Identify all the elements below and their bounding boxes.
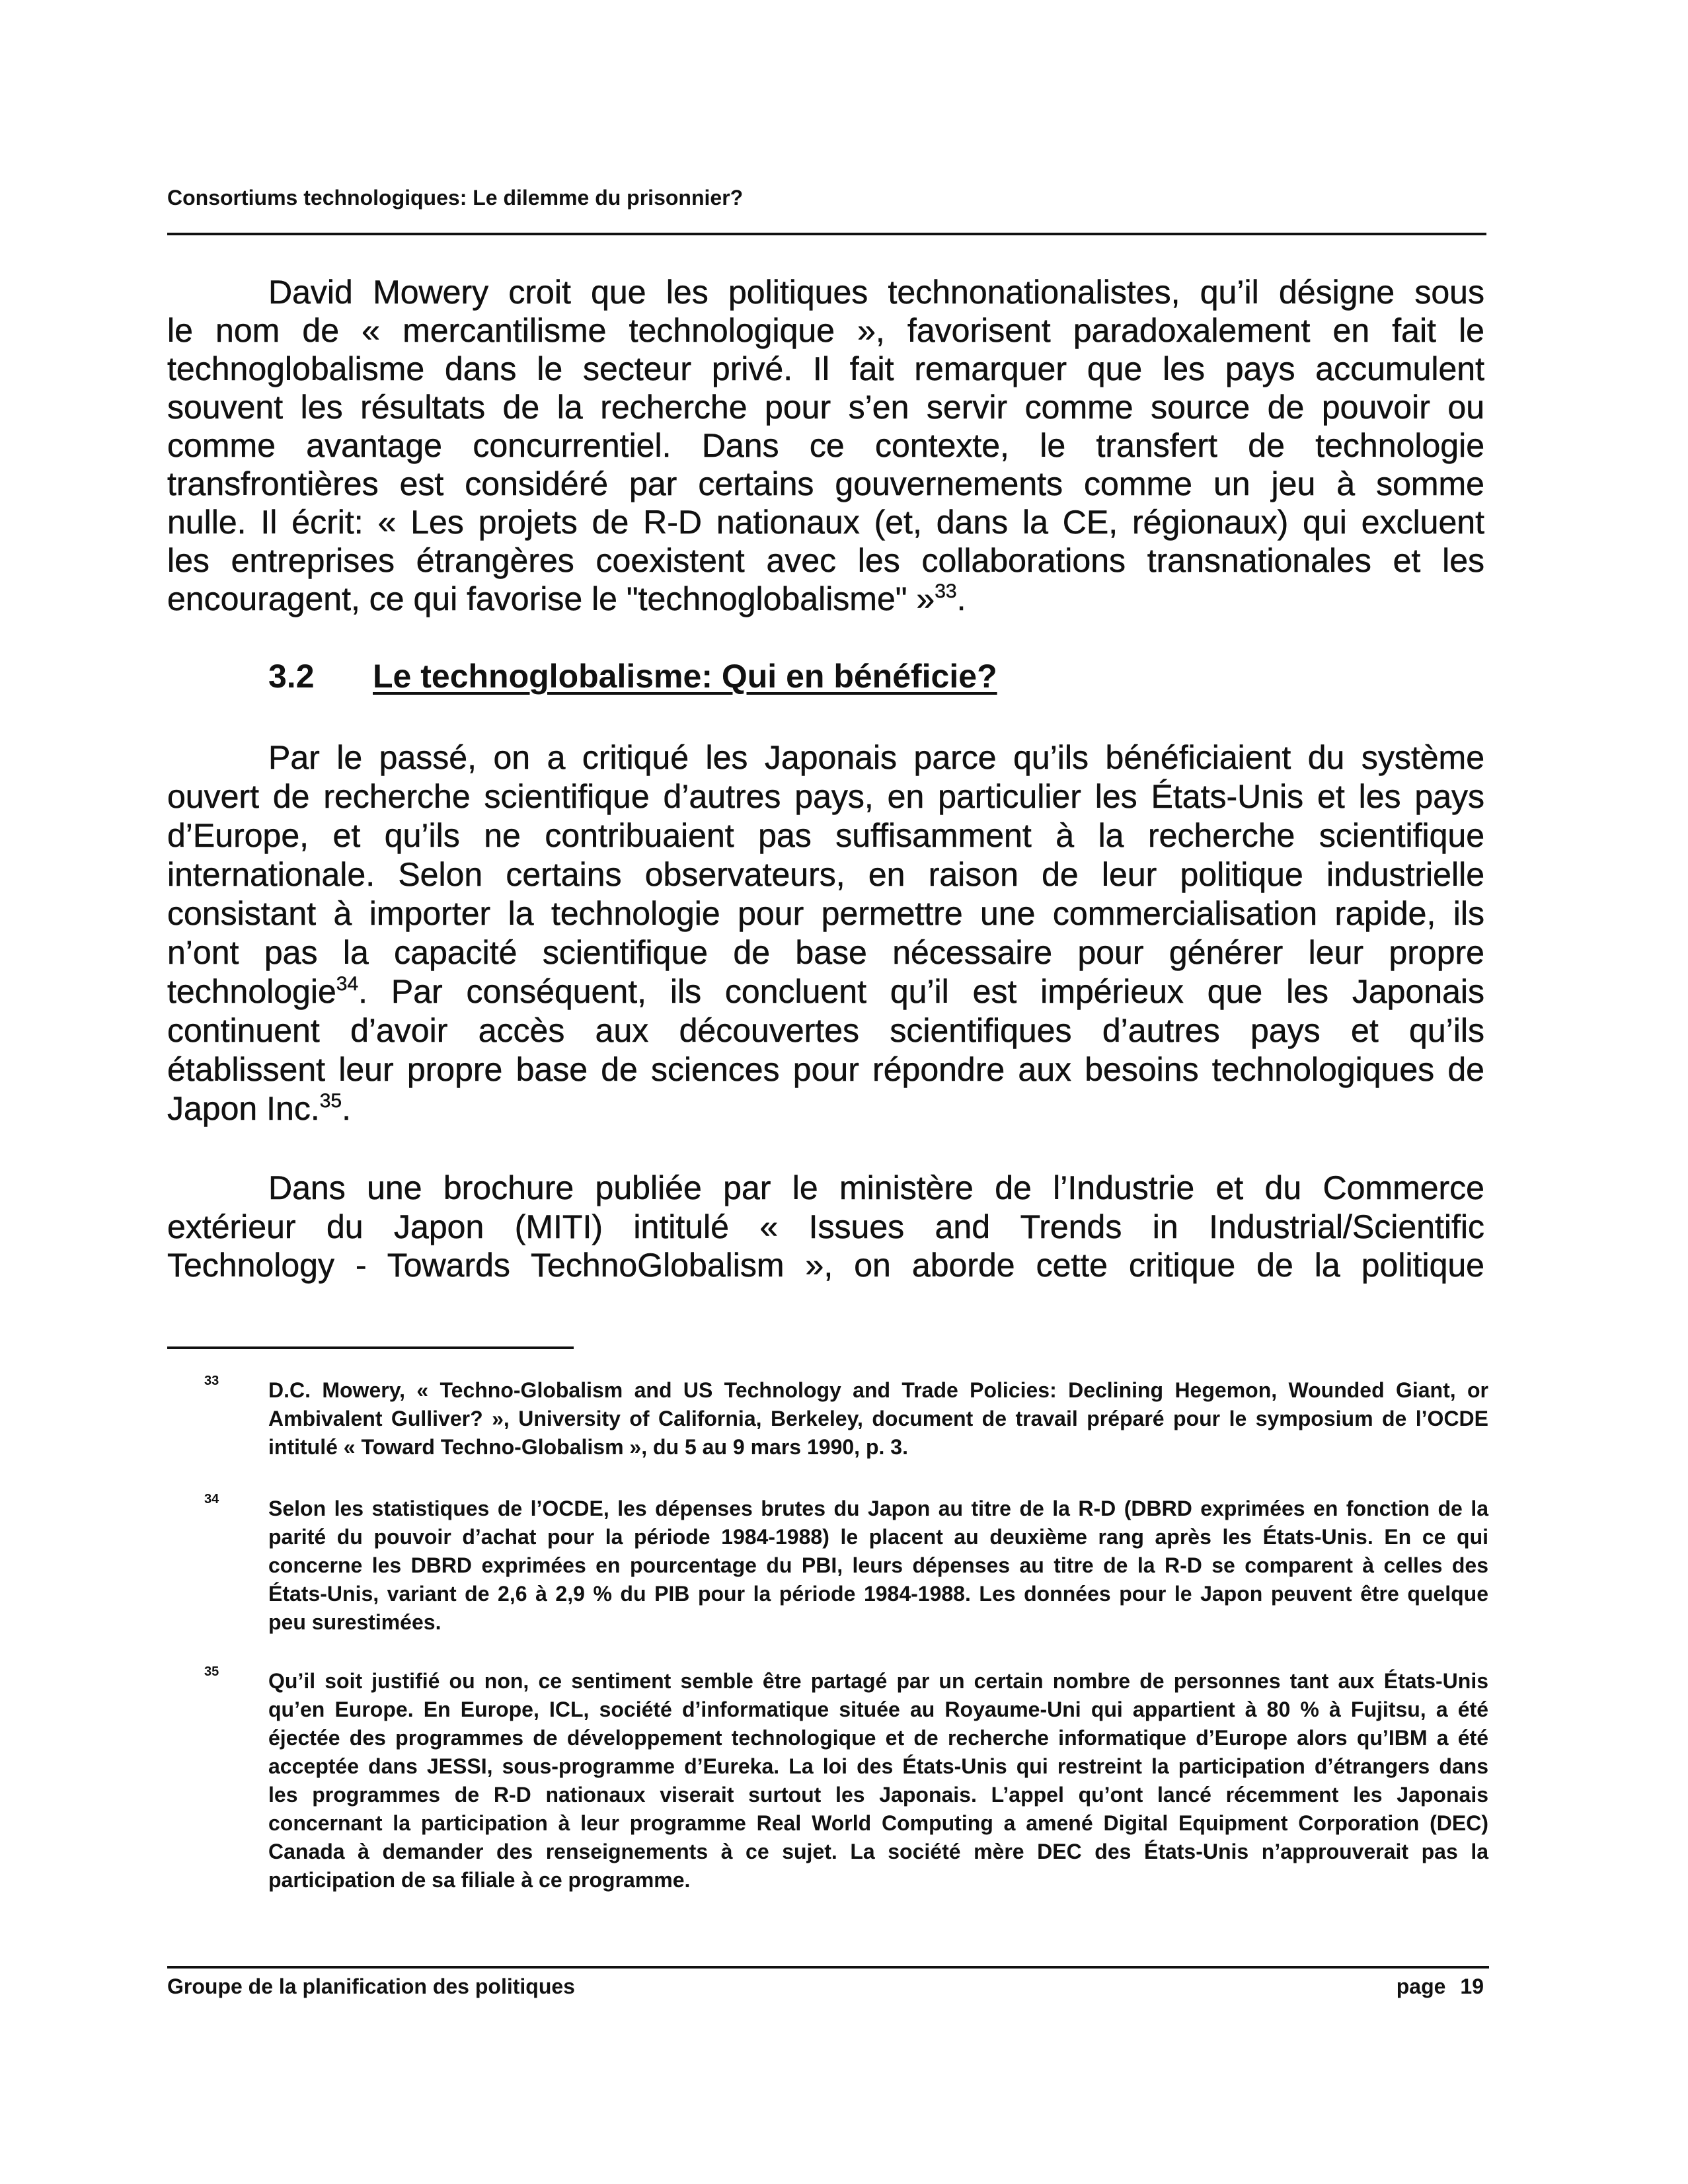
footnote — [167, 1376, 1488, 1462]
body-paragraph — [167, 273, 1484, 618]
footnote-line: peu surestimées. — [268, 1610, 441, 1634]
footnote — [167, 1664, 1488, 1894]
footnote-separator — [167, 1346, 574, 1349]
body-line: nulle. Il écrit: « Les projets de R-D nationaux (et, dans la CE, régionaux) qui excluent — [167, 504, 1484, 541]
footnote-line: participation de sa filiale à ce programme. — [268, 1868, 691, 1892]
body-line: consistant à importer la technologie pour permettre une commercialisation rapide, ils — [167, 895, 1484, 932]
page-label: page — [1396, 1974, 1446, 1998]
body-line: internationale. Selon certains observateurs, en raison de leur politique industrielle — [167, 856, 1484, 893]
footnote-line: qu’en Europe. En Europe, ICL, société d’informatique située au Royaume-Uni qui appartient à 80 % à Fujitsu, a été — [268, 1697, 1488, 1721]
header-rule — [167, 233, 1486, 235]
section-title: Le technoglobalisme: Qui en bénéficie? — [373, 658, 997, 695]
body-line — [167, 1089, 1484, 1128]
footnote-number: 35 — [204, 1664, 219, 1679]
footnote-line: parité du pouvoir d’achat pour la période 1984-1988) le placent au deuxième rang après les États-Unis. En ce qui — [268, 1525, 1488, 1549]
body-line-text: . — [956, 580, 966, 617]
footnote-line: D.C. Mowery, « Techno-Globalism and US Technology and Trade Policies: Declining Hegemon, Wounded Giant, or — [268, 1378, 1488, 1402]
footnote-text — [268, 1495, 1488, 1637]
footer-organization: Groupe de la planification des politiques — [167, 1974, 575, 1998]
footnote-line: Ambivalent Gulliver? », University of California, Berkeley, document de travail préparé pour le symposium de l’OCDE — [268, 1407, 1488, 1430]
body-line: continuent d’avoir accès aux découvertes scientifiques d’autres pays et qu’ils — [167, 1012, 1484, 1049]
body-line: transfrontières est considéré par certains gouvernements comme un jeu à somme — [167, 465, 1484, 502]
body-line-text: technologie — [167, 973, 336, 1010]
body-line — [167, 580, 1484, 618]
footnote-line: Qu’il soit justifié ou non, ce sentiment semble être partagé par un certain nombre de personnes tant aux États-Unis — [268, 1669, 1488, 1693]
body-line: le nom de « mercantilisme technologique », favorisent paradoxalement en fait le — [167, 312, 1484, 349]
body-line: d’Europe, et qu’ils ne contribuaient pas suffisamment à la recherche scientifique — [167, 817, 1484, 854]
body-line: extérieur du Japon (MITI) intitulé « Issues and Trends in Industrial/Scientific — [167, 1208, 1484, 1245]
body-line: Dans une brochure publiée par le ministère de l’Industrie et du Commerce — [268, 1169, 1484, 1206]
body-line: n’ont pas la capacité scientifique de base nécessaire pour générer leur propre — [167, 934, 1484, 971]
page-number — [1397, 1974, 1484, 1998]
body-line: Par le passé, on a critiqué les Japonais parce qu’ils bénéficiaient du système — [268, 739, 1484, 776]
footnote-reference: 35 — [319, 1090, 342, 1112]
body-paragraph — [167, 1169, 1484, 1285]
footnote-line: concernant la participation à leur programme Real World Computing a amené Digital Equipment Corporation (DEC) — [268, 1811, 1488, 1835]
footnote-line: concerne les DBRD exprimées en pourcentage du PBI, leurs dépenses au titre de la R-D se comparent à celles des — [268, 1553, 1488, 1577]
footnote-line: Canada à demander des renseignements à ce sujet. La société mère DEC des États-Unis n’approuverait pas la — [268, 1840, 1488, 1863]
body-line: comme avantage concurrentiel. Dans ce contexte, le transfert de technologie — [167, 427, 1484, 464]
footnote-line: États-Unis, variant de 2,6 à 2,9 % du PIB pour la période 1984-1988. Les données pour le Japon peuvent être quelque — [268, 1582, 1488, 1606]
body-line: souvent les résultats de la recherche pour s’en servir comme source de pouvoir ou — [167, 389, 1484, 426]
page-number-value: 19 — [1460, 1974, 1484, 1998]
body-line-text: . Par conséquent, ils concluent qu’il est impérieux que les Japonais — [358, 973, 1484, 1010]
body-line: ouvert de recherche scientifique d’autres pays, en particulier les États-Unis et les pays — [167, 778, 1484, 815]
running-header: Consortiums technologiques: Le dilemme du prisonnier? — [167, 186, 744, 210]
body-line-text: . — [342, 1090, 351, 1127]
body-line: technoglobalisme dans le secteur privé. Il fait remarquer que les pays accumulent — [167, 350, 1484, 387]
body-line-text: encouragent, ce qui favorise le "technoglobalisme" » — [167, 580, 935, 617]
body-line-text: Japon Inc. — [167, 1090, 320, 1127]
footnote-reference: 33 — [935, 580, 957, 602]
footnote-line: éjectée des programmes de développement technologique et de recherche informatique d’Europe alors qu’IBM a été — [268, 1726, 1488, 1750]
footnote-text — [268, 1667, 1488, 1894]
section-number: 3.2 — [268, 658, 315, 695]
footnote-line: acceptée dans JESSI, sous-programme d’Eureka. La loi des États-Unis qui restreint la participation d’étrangers dans — [268, 1754, 1488, 1778]
body-line: les entreprises étrangères coexistent avec les collaborations transnationales et les — [167, 542, 1484, 579]
body-paragraph — [167, 738, 1484, 1128]
footnote-line: intitulé « Toward Techno-Globalism », du 5 au 9 mars 1990, p. 3. — [268, 1435, 908, 1459]
footer-rule — [167, 1966, 1489, 1969]
body-line: établissent leur propre base de sciences pour répondre aux besoins technologiques de — [167, 1051, 1484, 1088]
body-line: Technology - Towards TechnoGlobalism », on aborde cette critique de la politique — [167, 1247, 1484, 1284]
body-line: David Mowery croit que les politiques technonationalistes, qu’il désigne sous — [268, 274, 1484, 311]
body-line — [167, 972, 1484, 1011]
footnote — [167, 1492, 1488, 1637]
footnote-number: 34 — [204, 1492, 219, 1506]
footnote-reference: 34 — [336, 973, 359, 995]
footnote-text — [268, 1376, 1488, 1462]
footnote-line: les programmes de R-D nationaux viserait surtout les Japonais. L’appel qu’ont lancé récemment les Japonais — [268, 1783, 1488, 1807]
footnote-line: Selon les statistiques de l’OCDE, les dépenses brutes du Japon au titre de la R-D (DBRD exprimées en fonction de la — [268, 1497, 1488, 1520]
section-heading — [268, 657, 997, 695]
footnote-number: 33 — [204, 1374, 219, 1388]
